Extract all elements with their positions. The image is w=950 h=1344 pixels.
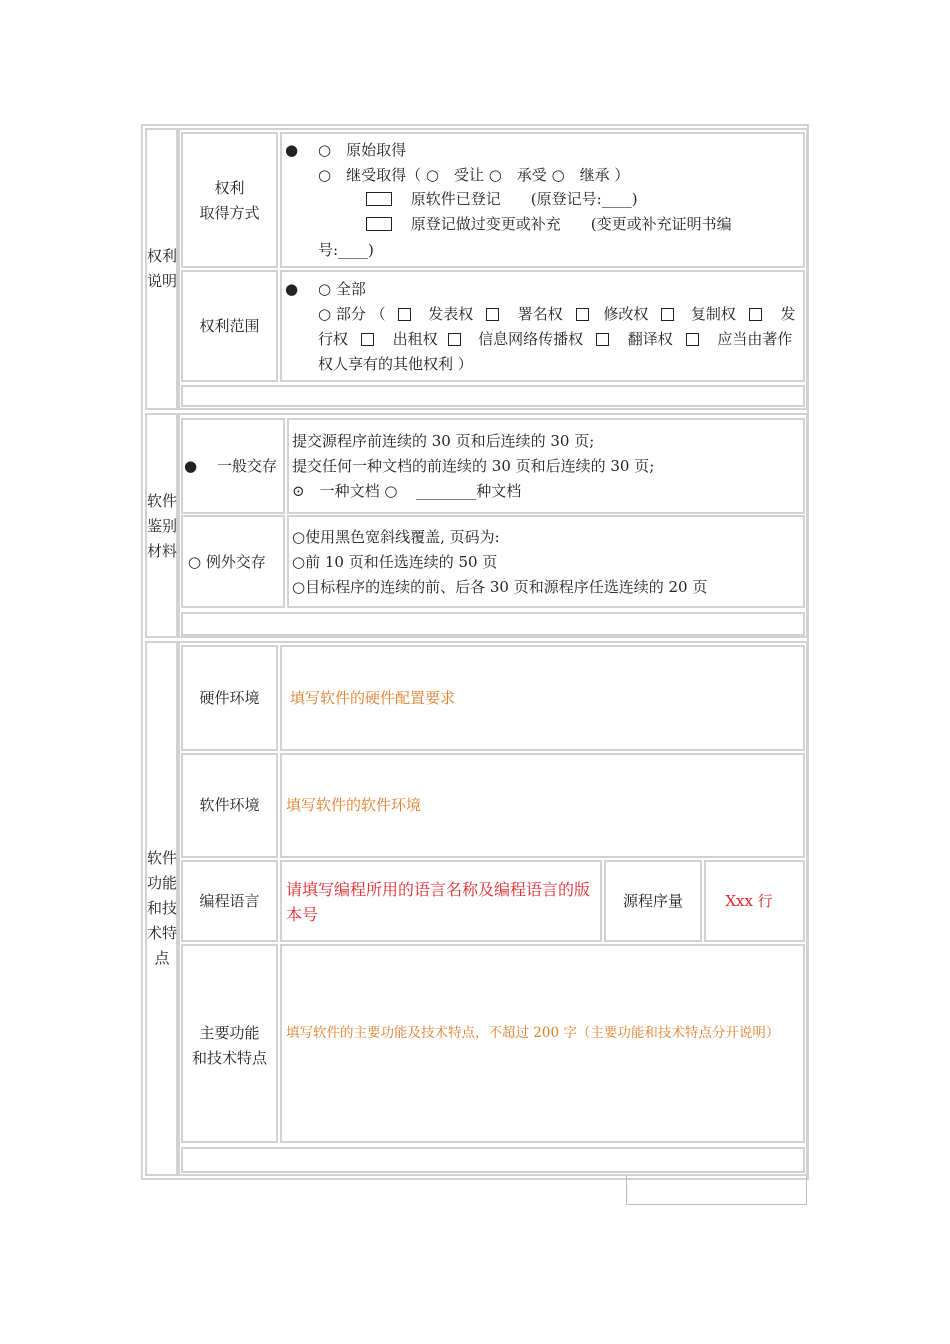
general-line-1: 提交源程序前连续的 30 页和后连续的 30 页; bbox=[292, 432, 595, 450]
copy-checkbox[interactable] bbox=[661, 308, 674, 321]
acquire-label-2: 取得方式 bbox=[199, 204, 260, 222]
main-label-1: 主要功能 bbox=[199, 1024, 260, 1042]
publish-label: 发表权 bbox=[428, 305, 474, 323]
rent-checkbox[interactable] bbox=[361, 333, 374, 346]
rights-section-label: 权利说明 bbox=[146, 247, 177, 290]
translate-checkbox[interactable] bbox=[596, 333, 609, 346]
software-value[interactable]: 填写软件的软件环境 bbox=[286, 796, 422, 814]
acquire-line-changed[interactable] bbox=[366, 212, 732, 237]
general-label[interactable]: 一般交存 bbox=[217, 457, 278, 475]
scope-label: 权利范围 bbox=[199, 317, 260, 335]
scope-line-3 bbox=[318, 327, 792, 352]
modify-label: 修改权 bbox=[603, 305, 649, 323]
changed-label: 原登记做过变更或补充 (变更或补充证明书编 bbox=[410, 215, 732, 233]
features-section-label: 软件功能和技术特点 bbox=[146, 849, 177, 967]
scope-partial-line bbox=[318, 302, 798, 327]
other-label: 应当由著作 bbox=[717, 330, 793, 348]
exception-label[interactable]: ○ 例外交存 bbox=[188, 553, 266, 571]
acquire-line-inherit[interactable]: ○ 继受取得（ ○ 受让 ○ 承受 ○ 继承 ） bbox=[318, 166, 630, 184]
modify-checkbox[interactable] bbox=[576, 308, 589, 321]
exception-line-3[interactable]: ○目标程序的连续的前、后各 30 页和源程序任选连续的 20 页 bbox=[292, 578, 708, 596]
one-doc-option[interactable]: ⊙ 一种文档 ○ bbox=[292, 482, 398, 500]
scope-bullet: ● bbox=[285, 280, 299, 298]
copy-label: 复制权 bbox=[690, 305, 736, 323]
acquire-bullet: ● bbox=[285, 141, 299, 159]
network-checkbox[interactable] bbox=[448, 333, 461, 346]
features-spacer-row bbox=[181, 1147, 805, 1173]
rights-spacer-row bbox=[181, 385, 805, 407]
distribute-checkbox[interactable] bbox=[749, 308, 762, 321]
general-line-3 bbox=[292, 479, 521, 504]
publish-checkbox[interactable] bbox=[398, 308, 411, 321]
count-label: 源程序量 bbox=[622, 892, 683, 910]
rent-label: 出租权 bbox=[392, 330, 438, 348]
distribute-label-cont: 行权 bbox=[318, 330, 349, 348]
general-line-2: 提交任何一种文档的前连续的 30 页和后连续的 30 页; bbox=[292, 457, 655, 475]
general-bullet: ● bbox=[184, 457, 198, 475]
software-label: 软件环境 bbox=[199, 796, 260, 814]
scope-line-4: 权人享有的其他权利 ） bbox=[318, 355, 473, 373]
distribute-label: 发 bbox=[780, 305, 796, 323]
main-value[interactable]: 填写软件的主要功能及技术特点，不超过 200 字（主要功能和技术特点分开说明） bbox=[286, 1025, 780, 1041]
registered-checkbox[interactable] bbox=[366, 192, 392, 206]
translate-label: 翻译权 bbox=[627, 330, 673, 348]
acquire-line-original[interactable]: ○ 原始取得 bbox=[318, 141, 407, 159]
acquire-label-1: 权利 bbox=[214, 179, 245, 197]
other-checkbox[interactable] bbox=[686, 333, 699, 346]
exception-line-2[interactable]: ○前 10 页和任选连续的 50 页 bbox=[292, 553, 498, 571]
hardware-label: 硬件环境 bbox=[199, 689, 260, 707]
scope-partial[interactable]: ○ 部分 （ bbox=[318, 305, 386, 323]
main-label-2: 和技术特点 bbox=[191, 1049, 267, 1067]
network-label: 信息网络传播权 bbox=[478, 330, 584, 348]
language-value[interactable]: 请填写编程所用的语言名称及编程语言的版本号 bbox=[286, 880, 591, 924]
scope-all[interactable]: ○ 全部 bbox=[318, 280, 366, 298]
materials-section-label: 软件鉴别材料 bbox=[146, 492, 177, 560]
hardware-value[interactable]: 填写软件的硬件配置要求 bbox=[290, 689, 456, 707]
count-value[interactable]: Xxx 行 bbox=[725, 892, 773, 910]
sign-label: 署名权 bbox=[517, 305, 563, 323]
acquire-line-number: 号:____) bbox=[318, 241, 374, 259]
doc-count-field[interactable]: ________种文档 bbox=[416, 482, 522, 500]
footer-box bbox=[626, 1176, 807, 1205]
language-label: 编程语言 bbox=[199, 892, 260, 910]
exception-line-1[interactable]: ○使用黑色宽斜线覆盖, 页码为: bbox=[292, 528, 500, 546]
changed-checkbox[interactable] bbox=[366, 217, 392, 231]
sign-checkbox[interactable] bbox=[486, 308, 499, 321]
acquire-line-registered[interactable] bbox=[366, 187, 638, 212]
materials-spacer-row bbox=[181, 612, 805, 636]
registered-label: 原软件已登记 (原登记号:____) bbox=[410, 190, 638, 208]
